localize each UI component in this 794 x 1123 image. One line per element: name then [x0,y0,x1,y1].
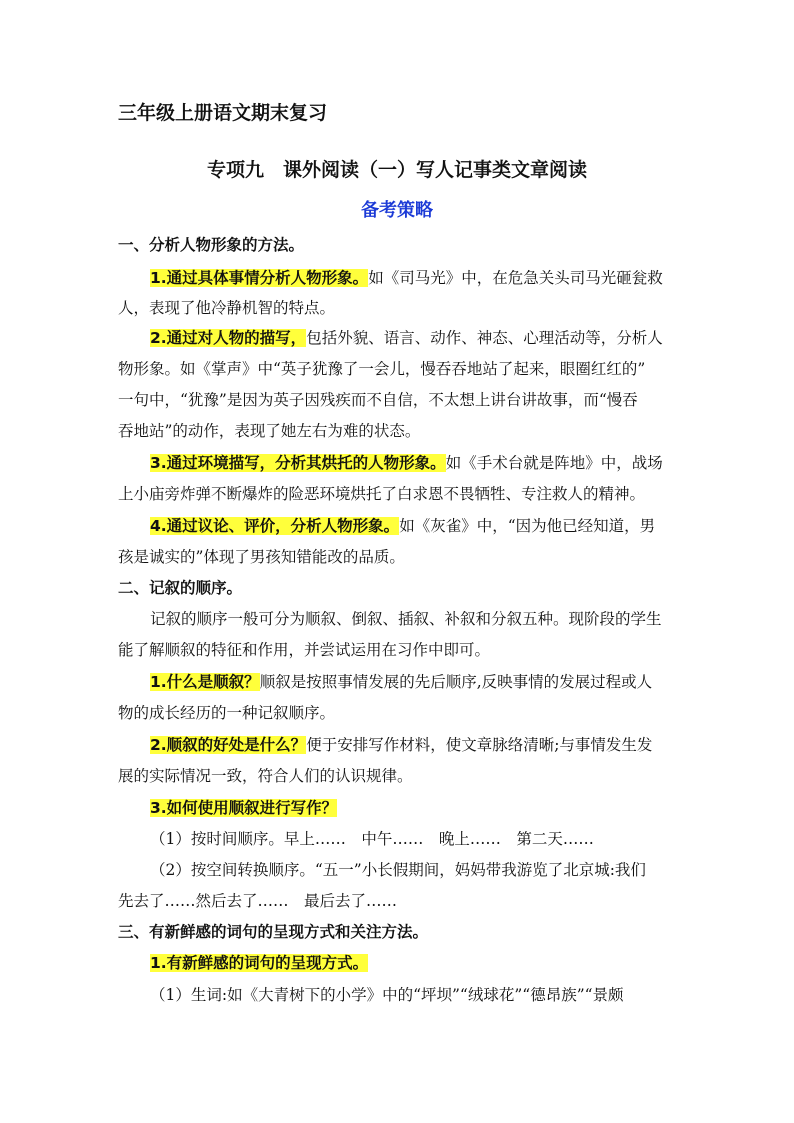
highlighted-phrase: 3.如何使用顺叙进行写作？ [150,799,338,817]
paragraph-text: 顺叙是按照事情发展的先后顺序,反映事情的发展过程或人 [259,673,653,691]
paragraph-line: 物形象。如《掌声》中“英子犹豫了一会儿，慢吞吞地站了起来，眼圈红红的” [118,360,646,378]
paragraph-line [150,671,678,693]
highlighted-phrase: 2.通过对人物的描写， [150,329,307,347]
highlighted-phrase: 1.通过具体事情分析人物形象。 [150,269,369,287]
paragraph-text: 如《手术台就是阵地》中，战场 [445,454,663,472]
section-1-heading: 一、分析人物形象的方法。 [118,236,305,254]
highlighted-phrase: 2.顺叙的好处是什么？ [150,736,307,754]
section-2-heading: 二、记叙的顺序。 [118,579,243,597]
paragraph-text: 如《司马光》中，在危急关头司马光砸瓮救 [368,269,663,287]
highlighted-phrase: 1.什么是顺叙？ [150,673,260,691]
document-subtitle: 专项九 课外阅读（一）写人记事类文章阅读 [206,159,587,181]
paragraph-line: 人，表现了他冷静机智的特点。 [118,299,336,317]
paragraph-text: 包括外貌、语言、动作、神态、心理活动等，分析人 [306,329,663,347]
highlighted-phrase: 4.通过议论、评价，分析人物形象。 [150,517,400,535]
paragraph-line: 孩是诚实的”体现了男孩知错能改的品质。 [118,548,405,566]
paragraph-line: （1）生词:如《大青树下的小学》中的“坪坝”“绒球花”“德昂族”“景颇 [150,986,624,1004]
paragraph-line [150,952,678,974]
paragraph-line: （1）按时间顺序。早上…… 中午…… 晚上…… 第二天…… [150,830,594,848]
paragraph-line: 能了解顺叙的特征和作用，并尝试运用在习作中即可。 [118,641,491,659]
strategy-heading: 备考策略 [361,200,433,221]
paragraph-line: 先去了……然后去了…… 最后去了…… [118,892,398,910]
section-3-heading: 三、有新鲜感的词句的呈现方式和关注方法。 [118,923,429,941]
paragraph-text: 如《灰雀》中，“因为他已经知道，男 [399,517,656,535]
paragraph-line [150,267,678,289]
paragraph-line: （2）按空间转换顺序。“五一”小长假期间，妈妈带我游览了北京城:我们 [150,861,646,879]
paragraph-line [150,327,678,349]
highlighted-phrase: 3.通过环境描写，分析其烘托的人物形象。 [150,454,446,472]
paragraph-line: 记叙的顺序一般可分为顺叙、倒叙、插叙、补叙和分叙五种。现阶段的学生 [150,610,662,628]
paragraph-line [150,515,678,537]
paragraph-line: 上小庙旁炸弹不断爆炸的险恶环境烘托了白求恩不畏牺牲、专注救人的精神。 [118,485,646,503]
paragraph-line: 一句中，“犹豫”是因为英子因残疾而不自信，不太想上讲台讲故事，而“慢吞 [118,391,638,409]
paragraph-line [150,452,678,474]
paragraph-line: 展的实际情况一致，符合人们的认识规律。 [118,767,413,785]
highlighted-phrase: 1.有新鲜感的词句的呈现方式。 [150,954,369,972]
document-title: 三年级上册语文期末复习 [118,102,328,124]
paragraph-line: 吞地站”的动作，表现了她左右为难的状态。 [118,422,421,440]
paragraph-line [150,734,678,756]
paragraph-line [150,797,678,819]
paragraph-line: 物的成长经历的一种记叙顺序。 [118,704,336,722]
paragraph-text: 便于安排写作材料，使文章脉络清晰;与事情发生发 [306,736,653,754]
